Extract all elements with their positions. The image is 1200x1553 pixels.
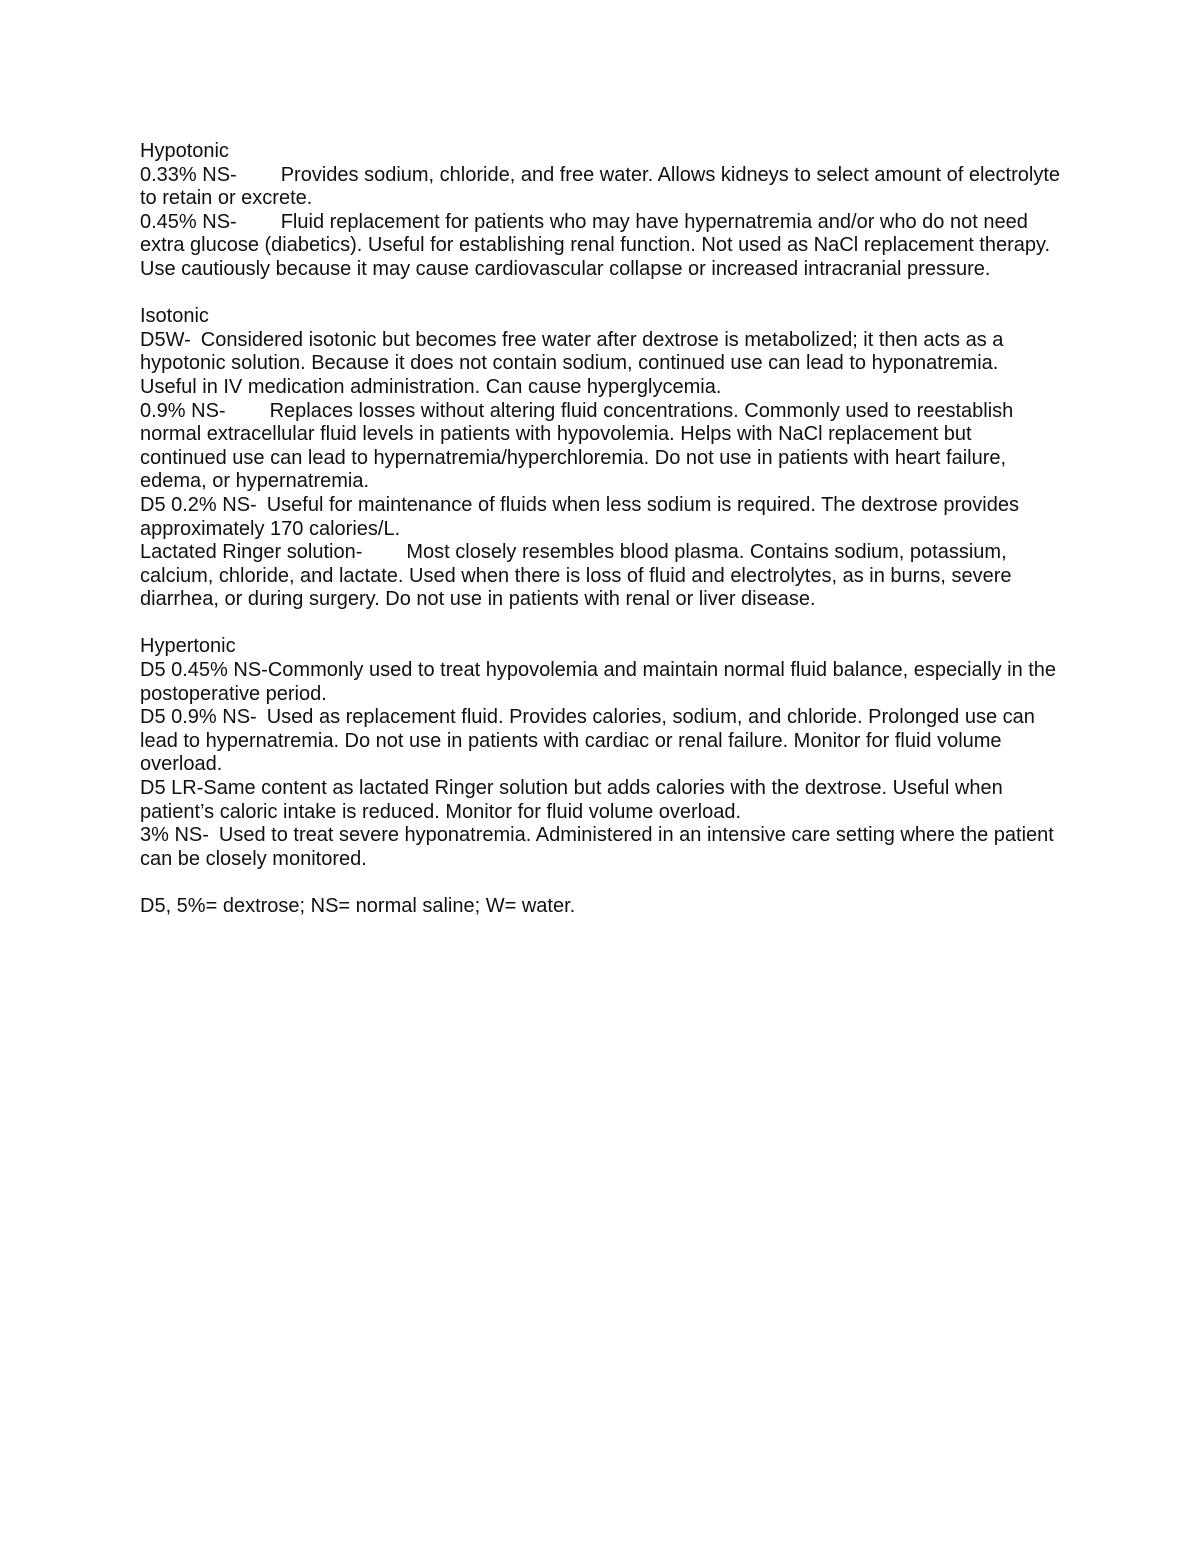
fluid-term: D5 0.2% NS- — [140, 493, 257, 516]
fluid-entry-d5-0-2-ns — [140, 494, 1060, 541]
fluid-description: Used to treat severe hyponatremia. Administered in an intensive care setting where the patient can be closely monitored. — [140, 824, 1054, 870]
fluid-term: 0.45% NS- — [140, 210, 237, 233]
fluid-entry-d5-lr — [140, 777, 1060, 824]
fluid-description: Considered isotonic but becomes free water after dextrose is metabolized; it then acts as a hypotonic solution. Because it does not contain sodium, continued use can lead to hyponatremia. Useful in IV medication administration. Can cause hyperglycemia. — [140, 328, 1004, 398]
fluid-term: 0.33% NS- — [140, 163, 237, 186]
fluid-description: Provides sodium, chloride, and free water. Allows kidneys to select amount of electrolyte to retain or excrete. — [140, 163, 1060, 210]
fluid-entry-0-9-ns — [140, 400, 1060, 494]
fluid-entry-0-45-ns — [140, 211, 1060, 282]
fluid-term: D5W- — [140, 328, 191, 351]
section-hypertonic — [140, 635, 1060, 871]
fluid-term: 0.9% NS- — [140, 399, 226, 422]
fluid-term: Lactated Ringer solution- — [140, 541, 363, 564]
document-page — [140, 140, 1060, 919]
fluid-entry-3-ns — [140, 824, 1060, 871]
fluid-entry-d5w — [140, 329, 1060, 400]
fluid-entry-0-33-ns — [140, 164, 1060, 211]
fluid-term: D5 0.9% NS- — [140, 706, 257, 729]
fluid-entry-d5-0-9-ns — [140, 706, 1060, 777]
section-isotonic — [140, 305, 1060, 612]
section-heading: Hypertonic — [140, 635, 236, 658]
fluid-term: D5 LR- — [140, 777, 204, 800]
fluid-description: Used as replacement fluid. Provides calories, sodium, and chloride. Prolonged use can lead to hypernatremia. Do not use in patients with cardiac or renal failure. Monitor for fluid volume overload. — [140, 706, 1035, 776]
fluid-entry-lactated-ringer — [140, 541, 1060, 612]
fluid-description: Most closely resembles blood plasma. Contains sodium, potassium, calcium, chloride, and lactate. Used when there is loss of fluid and electrolytes, as in burns, severe diarrhea, or during surgery. Do not use in patients with renal or liver disease. — [140, 541, 1012, 611]
fluid-description: Fluid replacement for patients who may have hypernatremia and/or who do not need extra glucose (diabetics). Useful for establishing renal function. Not used as NaCl replacement therapy. Use cautiously because it may cause cardiovascular collapse or increased intracranial pressure. — [140, 210, 1051, 280]
fluid-term: 3% NS- — [140, 824, 209, 847]
fluid-description: Useful for maintenance of fluids when less sodium is required. The dextrose provides approximately 170 calories/L. — [140, 493, 1019, 540]
fluid-entry-d5-0-45-ns — [140, 659, 1060, 706]
section-heading: Isotonic — [140, 305, 209, 328]
section-heading: Hypotonic — [140, 140, 229, 162]
section-hypotonic — [140, 140, 1060, 282]
fluid-description: Same content as lactated Ringer solution but adds calories with the dextrose. Useful when patient’s caloric intake is reduced. Monitor for fluid volume overload. — [140, 777, 1003, 823]
fluid-description: Commonly used to treat hypovolemia and maintain normal fluid balance, especially in the postoperative period. — [140, 659, 1057, 705]
fluid-description: Replaces losses without altering fluid concentrations. Commonly used to reestablish normal extracellular fluid levels in patients with hypovolemia. Helps with NaCl replacement but continued use can lead to hypernatremia/hyperchloremia. Do not use in patients with heart failure, edema, or hypernatremia. — [140, 399, 1014, 493]
abbreviation-footnote: D5, 5%= dextrose; NS= normal saline; W= water. — [140, 895, 576, 917]
fluid-term: D5 0.45% NS- — [140, 659, 268, 682]
